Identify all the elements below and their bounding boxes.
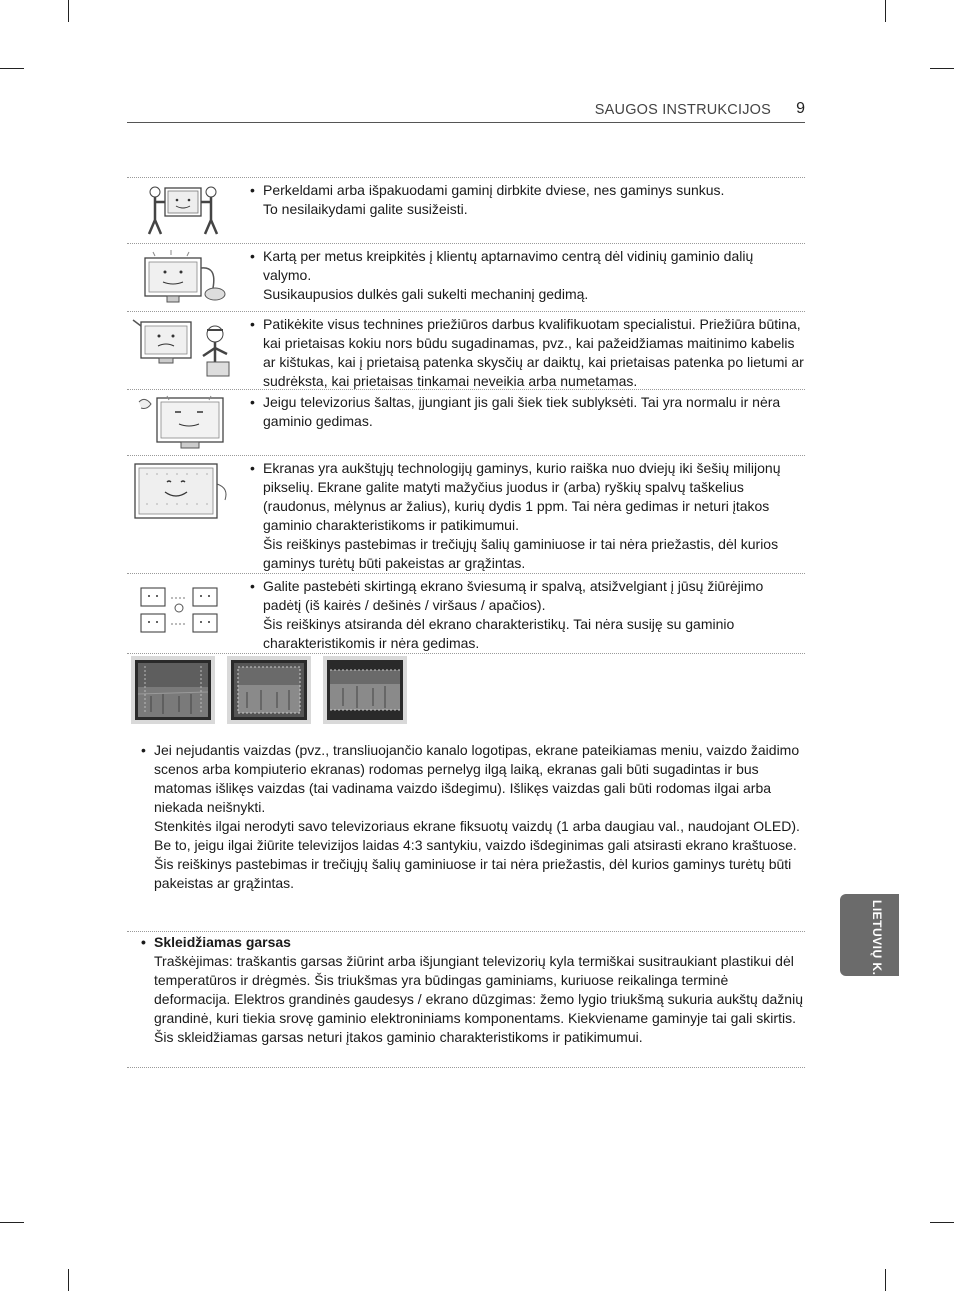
- paragraph: Jei nejudantis vaizdas (pvz., transliuojančio kanalo logotipas, ekrane pateikiamas meniu, vaizdo žaidimo scenos arba kompiuterio ekranas) rodomas pernelyg ilgą laiką, ekranas gali būti sugadintas ir bus matomas išlikęs vaizdas (tai vadinama vaizdo išdegimu). Išlikęs vaizdas gali būti rodomas ilgai arba niekada neišnykti.: [154, 742, 800, 815]
- paragraph: Perkeldami arba išpakuodami gaminį dirbkite dviese, nes gaminys sunkus.: [263, 182, 725, 198]
- row-text: [250, 577, 805, 653]
- bullet: •: [250, 394, 255, 410]
- crop-mark: [68, 0, 69, 22]
- row-text: [250, 393, 805, 431]
- paragraph: Susikaupusios dulkės gali sukelti mechaninį gedimą.: [263, 286, 589, 302]
- section-heading: Skleidžiamas garsas: [154, 934, 291, 950]
- crop-mark: [68, 1269, 69, 1291]
- burn-in-example-image: [227, 656, 311, 724]
- crop-mark: [0, 68, 24, 69]
- bullet: •: [250, 578, 255, 594]
- page-number: 9: [796, 100, 805, 117]
- two-people-carrying-tv-illustration: [131, 182, 235, 245]
- bullet: •: [250, 182, 255, 198]
- language-label: LIETUVIŲ K.: [870, 900, 884, 976]
- paragraph: Be to, jeigu ilgai žiūrite televizijos laidas 4:3 santykiu, vaizdo išdeginimas gali atsirasti ekrano kraštuose.: [154, 837, 797, 853]
- bullet: •: [250, 316, 255, 332]
- bullet: •: [250, 248, 255, 264]
- bullet: •: [141, 742, 146, 758]
- paragraph: Kartą per metus kreipkitės į klientų aptarnavimo centrą dėl vidinių gaminio dalių valymo.: [263, 248, 754, 283]
- paragraph: Jeigu televizorius šaltas, įjungiant jis gali šiek tiek sublyksėti. Tai yra normalu ir nėra gaminio gedimas.: [263, 394, 781, 429]
- safety-row: [127, 389, 805, 456]
- page-header: [127, 100, 805, 123]
- image-retention-examples: [131, 656, 411, 726]
- safety-row: [127, 573, 805, 654]
- paragraph: Ekranas yra aukštųjų technologijų gaminys, kurio raiška nuo dviejų iki šešių milijonų pikselių. Ekrane galite matyti mažyčius juodus ir (arba) ryškių spalvų taškelius (raudonus, mėlynus ar žalius), kurių dydis 1 ppm. Tai nėra gedimas ir neturi įtakos gaminio charakteristikoms ir patikimumui.: [263, 460, 781, 533]
- crop-mark: [930, 68, 954, 69]
- service-technician-illustration: [131, 316, 235, 387]
- safety-row: [127, 455, 805, 574]
- paragraph: Traškėjimas: traškantis garsas žiūrint arba išjungiant televizorių kyla termiškai susitraukiant plastikui dėl temperatūros ir drėgmės. Šis triukšmas yra būdingas gaminiams, kuriuose reikalinga terminė deformacija. Elektros grandinės gaudesys / ekrano dūzgimas: žemo lygio triukšmą sukuria aukštų dažnių grandinė, kuri tiekia srovę gaminio elektroniniams komponentams. Kiekviename gaminyje tai gali skirtis.: [154, 953, 803, 1026]
- paragraph: Šis reiškinys atsiranda dėl ekrano charakteristikų. Tai nėra susiję su gaminio charakteristikomis ir nėra gedimas.: [263, 616, 735, 651]
- crop-mark: [885, 0, 886, 22]
- row-text: [250, 459, 805, 573]
- row-text: [250, 247, 805, 304]
- crop-mark: [885, 1269, 886, 1291]
- crop-mark: [930, 1222, 954, 1223]
- paragraph: Patikėkite visus technines priežiūros darbus kvalifikuotam specialistui. Priežiūra būtina, kai prietaisas kokiu nors būdu sugadinamas, pvz., kai pažeidžiamas maitinimo kabelis ar kištukas, kai į prietaisą patenka skysčių ar daiktų, kai prietaisas patenka po lietumi ar sudrėksta, kai prietaisas tinkamai neveikia arba numetamas.: [263, 316, 804, 389]
- divider: [127, 653, 805, 654]
- bullet: •: [250, 460, 255, 476]
- safety-row: [127, 243, 805, 312]
- viewing-angles-illustration: [131, 578, 235, 645]
- paragraph: Stenkitės ilgai nerodyti savo televizoriaus ekrane fiksuotų vaizdų (1 arba daugiau val., naudojant OLED).: [154, 818, 800, 834]
- section-title: SAUGOS INSTRUKCIJOS: [594, 102, 771, 118]
- paragraph: Šis skleidžiamas garsas neturi įtakos gaminio charakteristikoms ir patikimumui.: [154, 1029, 643, 1045]
- tv-cleaning-illustration: [131, 248, 235, 313]
- safety-row: [127, 177, 805, 244]
- safety-row: [127, 311, 805, 390]
- noise-section: [127, 933, 805, 1047]
- burn-in-example-image: [131, 656, 215, 724]
- bullet: •: [141, 934, 146, 950]
- divider: [127, 1067, 805, 1068]
- row-text: [250, 315, 805, 391]
- paragraph: Galite pastebėti skirtingą ekrano šviesumą ir spalvą, atsižvelgiant į jūsų žiūrėjimo padėtį (iš kairės / dešinės / viršaus / apačios).: [263, 578, 764, 613]
- crop-mark: [0, 1222, 24, 1223]
- divider: [127, 931, 805, 932]
- language-tab: [840, 894, 899, 976]
- paragraph: Šis reiškinys pastebimas ir trečiųjų šalių gaminiuose ir tai nėra priežastis, dėl kurios gaminys turėtų būti pakeistas ar grąžintas.: [263, 536, 779, 571]
- burn-in-example-image: [323, 656, 407, 724]
- cold-tv-illustration: [131, 394, 235, 459]
- paragraph: To nesilaikydami galite susižeisti.: [263, 201, 468, 217]
- image-retention-section: [127, 741, 805, 893]
- pixel-dots-tv-illustration: [131, 460, 235, 531]
- row-text: [250, 181, 805, 219]
- paragraph: Šis reiškinys pastebimas ir trečiųjų šalių gaminiuose ir tai nėra priežastis, dėl kurios gaminys turėtų būti pakeistas ar grąžintas.: [154, 856, 792, 891]
